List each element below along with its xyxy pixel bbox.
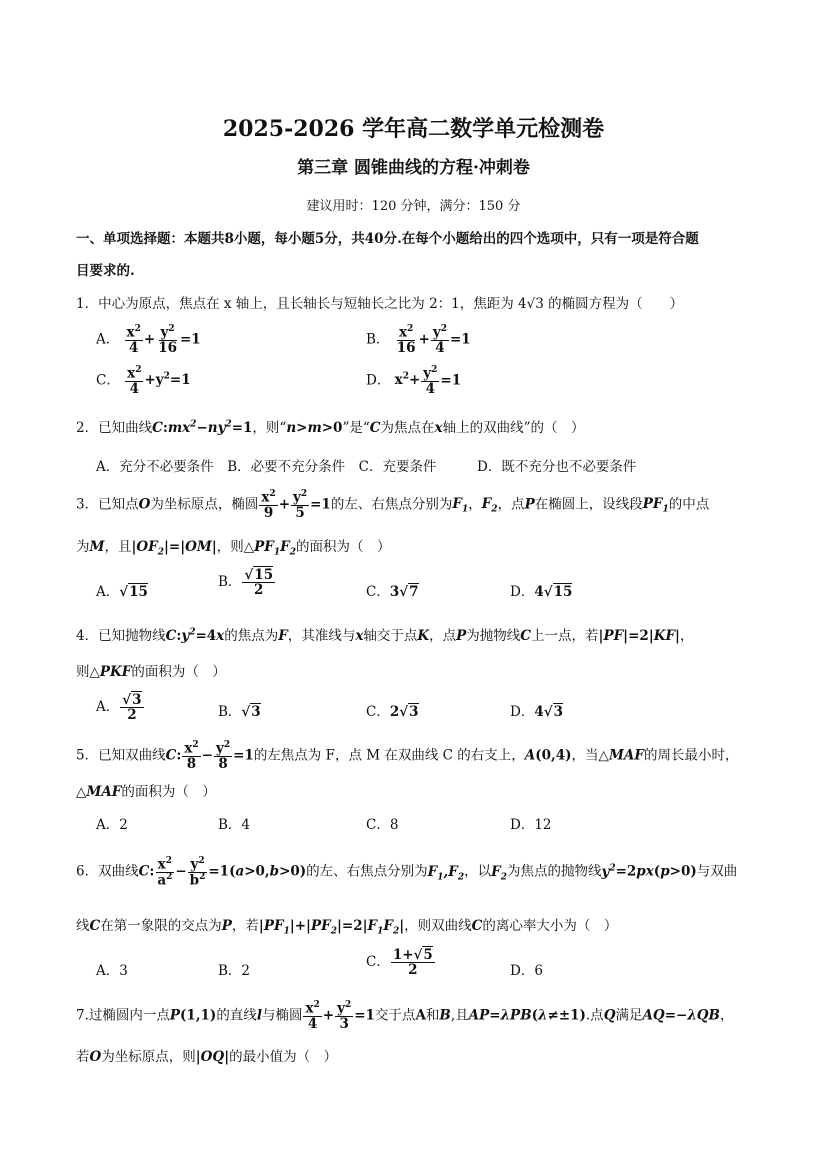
q5-option-a: A．2	[96, 817, 128, 833]
q1-option-c: C． $\frac{x^2}{4}$ $+y^2=1$	[96, 365, 191, 397]
question-4-stem-line1: 4．已知抛物线$C:y^2=4x$的焦点为F，其准线与x轴交于点K，点P为抛物线C上一点，若|PF|=2|KF|，	[76, 627, 694, 644]
q1-option-b: B． $\frac{x^2}{16}$ + $\frac{y^2}{4}$ =1	[366, 324, 471, 356]
q3-option-a: A．√15	[96, 584, 148, 600]
q5-option-c: C．8	[366, 817, 399, 833]
q3-option-c: C．3√7	[366, 584, 419, 600]
q4-option-a: A． $\frac{√3}{2}$	[96, 692, 142, 724]
q6-option-a: A．3	[96, 963, 128, 979]
question-3-stem-line1: 3．已知点O为坐标原点，椭圆 $\frac{x^2}{9}$ + $\frac{y^2}{5}$ =1的左、右焦点分别为$F_1$，$F_2$，点P在椭圆上，设线段$PF_1$的中点	[76, 489, 710, 521]
question-5-stem-line2: △MAF的面积为（ ）	[76, 784, 216, 800]
question-1-stem: 1．中心为原点，焦点在 x 轴上，且长轴长与短轴长之比为 2：1，焦距为 4√3 的椭圆方程为（ ）	[76, 296, 684, 312]
question-4-stem-line2: 则△PKF的面积为（ ）	[76, 664, 226, 680]
q3-option-b: B． $\frac{√15}{2}$	[218, 567, 274, 599]
chapter-subtitle: 第三章 圆锥曲线的方程·冲刺卷	[297, 158, 530, 178]
q1-option-d: D． $x^2+$ $\frac{y^2}{4}$ =1	[366, 365, 462, 397]
question-5-stem-line1: 5．已知双曲线C: $\frac{x^2}{8}$ − $\frac{y^2}{8}$ =1的左焦点为 F，点 M 在双曲线 C 的右支上，A(0,4)，当△MAF的周长最小时，	[76, 740, 739, 772]
q5-option-d: D．12	[510, 817, 552, 833]
question-6-stem-line2: 线C在第一象限的交点为P，若$|PF_1|+|PF_2|=2|F_1F_2|$，则双曲线C的离心率大小为（ ）	[76, 918, 618, 937]
q6-option-b: B．2	[218, 963, 251, 979]
q5-option-b: B．4	[218, 817, 251, 833]
section-heading-line2: 目要求的.	[76, 263, 135, 279]
q4-option-c: C．2√3	[366, 704, 419, 720]
question-2-stem: 2．已知曲线$C:mx^2-ny^2=1$，则“n>m>0”是“C为焦点在x轴上的双曲线”的（ ）	[76, 419, 585, 436]
question-2-options: A．充分不必要条件 B．必要不充分条件 C．充要条件 D．既不充分也不必要条件	[96, 459, 637, 475]
q6-option-c: C． $\frac{1+√5}{2}$	[366, 947, 433, 979]
q6-option-d: D．6	[510, 963, 543, 979]
question-3-stem-line2: 为M，且$|OF_2|=|OM|$，则$\triangle PF_1F_2$的面积为（ ）	[76, 539, 391, 558]
exam-time-note: 建议用时：120 分钟，满分：150 分	[306, 199, 521, 214]
question-6-stem-line1: 6．双曲线C: $\frac{x^2}{a^2}$ − $\frac{y^2}{b^2}$ =1(a>0,b>0)的左、右焦点分别为$F_1,F_2$，以$F_2$为焦点的抛物线$y^2=2px(p>0)$与双曲	[76, 856, 738, 889]
q3-option-d: D．4√15	[510, 584, 573, 600]
q1-option-a: A． $\frac{x^2}{4}$ + $\frac{y^2}{16}$ =1	[96, 324, 201, 356]
q4-option-d: D．4√3	[510, 704, 564, 720]
q4-option-b: B．√3	[218, 704, 261, 720]
question-7-stem-line2: 若O为坐标原点，则|OQ|的最小值为（ ）	[76, 1049, 338, 1065]
section-heading-line1: 一、单项选择题：本题共8小题，每小题5分，共40分.在每个小题给出的四个选项中，只有一项是符合题	[76, 231, 699, 247]
page-title: 2025-2026 学年高二数学单元检测卷	[222, 116, 605, 142]
question-7-stem-line1: 7.过椭圆内一点P(1,1)的直线l与椭圆 $\frac{x^2}{4}$ + $\frac{y^2}{3}$ =1交于点A和B,且AP=λPB(λ≠±1).点Q满足AQ=−λQB，	[76, 1000, 734, 1032]
